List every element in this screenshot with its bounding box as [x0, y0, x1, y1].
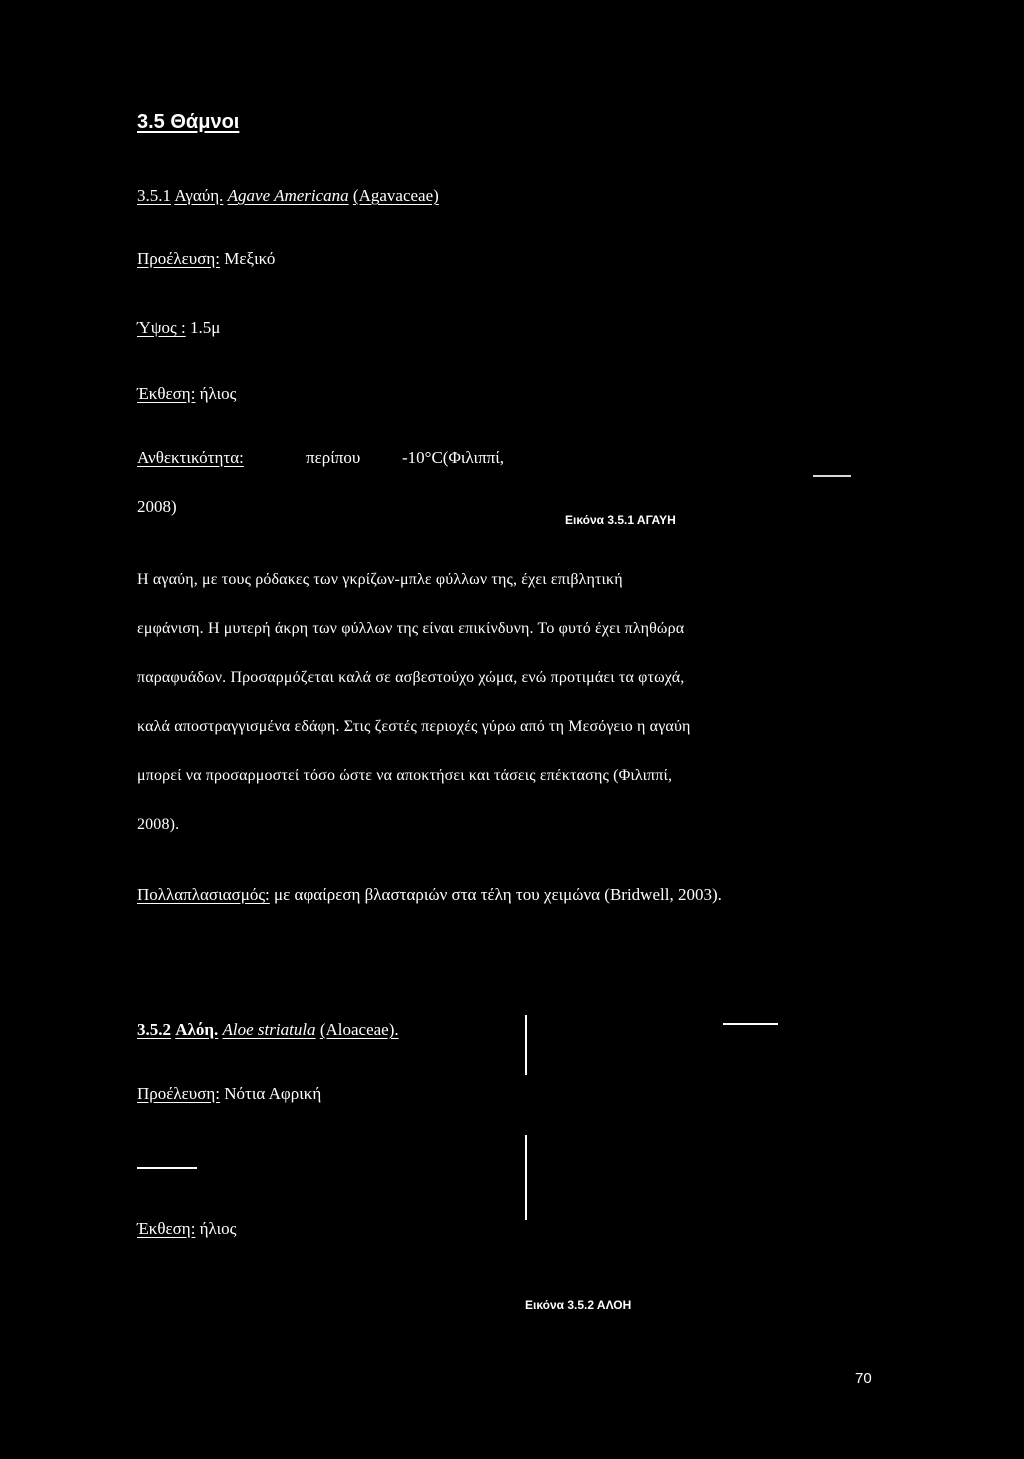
agave-height-value: 1.5μ [189, 318, 221, 337]
agave-height-label: Ύψος : [137, 318, 186, 337]
agave-heading-family: (Agavaceae) [352, 186, 439, 205]
image-remnant-mark [813, 475, 851, 477]
aloe-heading-name: Αλόη. [175, 1020, 219, 1039]
agave-hardiness-label: Ανθεκτικότητα: [137, 448, 244, 467]
section-title: 3.5 Θάμνοι [137, 111, 240, 133]
agave-origin-value: Μεξικό [224, 249, 276, 268]
agave-heading-name: Αγαύη. [174, 186, 224, 205]
aloe-heading-num: 3.5.2 [137, 1020, 171, 1039]
agave-hardiness-year: 2008) [137, 497, 177, 516]
agave-description-line-1: Η αγαύη, με τους ρόδακες των γκρίζων-μπλε φύλλων της, έχει επιβλητική [137, 571, 623, 588]
aloe-origin-label: Προέλευση: [137, 1084, 220, 1103]
aloe-origin-value: Νότια Αφρική [224, 1084, 322, 1103]
aloe-figure-caption: Εικόνα 3.5.2 ΑΛΟΗ [525, 1298, 632, 1312]
agave-hardiness-word: περίπου [306, 448, 361, 467]
agave-origin-label: Προέλευση: [137, 249, 220, 268]
agave-description-line-6: 2008). [137, 816, 180, 833]
agave-exposure-value: ήλιος [199, 384, 237, 403]
agave-description-line-5: μπορεί να προσαρμοστεί τόσο ώστε να αποκτήσει και τάσεις επέκτασης (Φιλιππί, [137, 767, 673, 784]
agave-origin-row [137, 249, 275, 269]
agave-description-line-4: καλά αποστραγγισμένα εδάφη. Στις ζεστές περιοχές γύρω από τη Μεσόγειο η αγαύη [137, 718, 691, 735]
aloe-exposure-value: ήλιος [199, 1219, 237, 1238]
agave-figure-caption: Εικόνα 3.5.1 ΑΓΑΥΗ [565, 513, 676, 527]
agave-description-line-3: παραφυάδων. Προσαρμόζεται καλά σε ασβεστούχο χώμα, ενώ προτιμάει τα φτωχά, [137, 669, 685, 686]
aloe-heading [137, 1020, 399, 1040]
aloe-image-frame-left-dash [137, 1167, 197, 1169]
aloe-heading-family: (Aloaceae). [319, 1020, 399, 1039]
agave-propagation-value: με αφαίρεση βλασταριών στα τέλη του χειμώνα (Bridwell, 2003). [274, 885, 722, 904]
agave-exposure-label: Έκθεση: [137, 384, 196, 403]
aloe-image-frame-top-right [723, 1023, 778, 1025]
agave-heading-num: 3.5.1 [137, 186, 171, 205]
agave-height-row [137, 318, 220, 338]
page-number: 70 [855, 1370, 872, 1387]
aloe-image-frame-left-lower [525, 1135, 527, 1220]
agave-heading [137, 186, 439, 206]
aloe-image-frame-left-upper [525, 1015, 527, 1075]
aloe-origin-row [137, 1084, 321, 1104]
agave-hardiness-value: -10°C(Φιλιππί, [402, 448, 505, 467]
aloe-heading-latin: Aloe striatula [222, 1020, 316, 1039]
agave-description-line-2: εμφάνιση. Η μυτερή άκρη των φύλλων της είναι επικίνδυνη. Το φυτό έχει πληθώρα [137, 620, 685, 637]
agave-hardiness-label-wrap [137, 448, 244, 468]
agave-exposure-row [137, 384, 236, 404]
agave-propagation-label: Πολλαπλασιασμός: [137, 885, 270, 904]
agave-heading-latin: Agave Americana [227, 186, 349, 205]
aloe-exposure-row [137, 1219, 236, 1239]
agave-propagation-row [137, 885, 722, 905]
aloe-exposure-label: Έκθεση: [137, 1219, 196, 1238]
